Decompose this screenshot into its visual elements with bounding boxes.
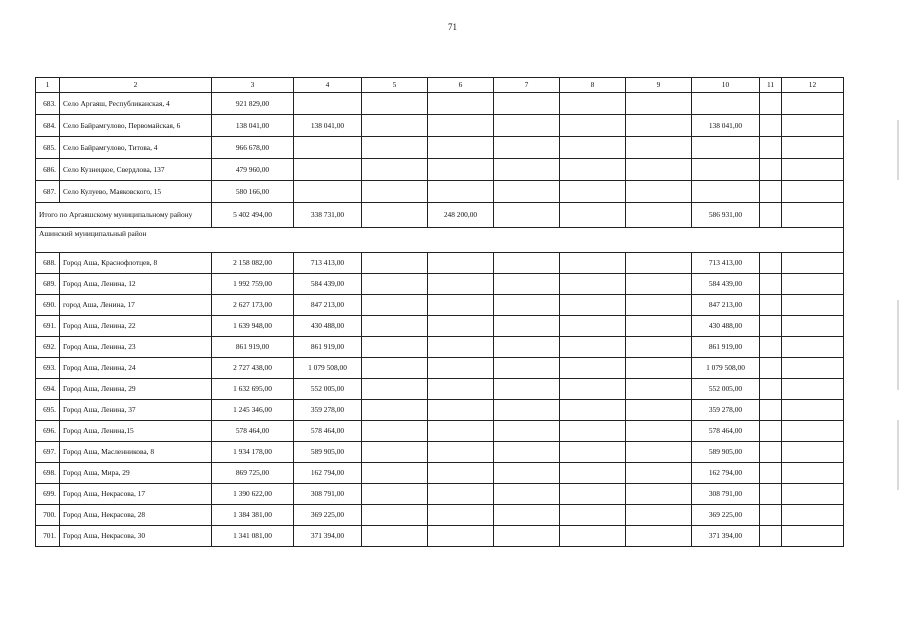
value-cell: 371 394,00 bbox=[692, 526, 760, 547]
value-cell: 1 341 081,00 bbox=[212, 526, 294, 547]
header-row bbox=[36, 78, 844, 93]
empty-cell bbox=[362, 159, 428, 181]
empty-cell bbox=[494, 181, 560, 203]
empty-cell bbox=[782, 337, 844, 358]
value-cell: 1 079 508,00 bbox=[692, 358, 760, 379]
empty-cell bbox=[626, 505, 692, 526]
address-cell: Село Аргаяш, Республиканская, 4 bbox=[60, 93, 212, 115]
value-cell: 359 278,00 bbox=[692, 400, 760, 421]
value-cell: 2 158 082,00 bbox=[212, 253, 294, 274]
empty-cell bbox=[362, 421, 428, 442]
empty-cell bbox=[362, 379, 428, 400]
address-cell: Город Аша, Ленина, 24 bbox=[60, 358, 212, 379]
table-row bbox=[36, 358, 844, 379]
empty-cell bbox=[494, 484, 560, 505]
table-row bbox=[36, 274, 844, 295]
row-number: 693. bbox=[36, 358, 60, 379]
empty-cell bbox=[428, 505, 494, 526]
empty-cell bbox=[760, 115, 782, 137]
empty-cell bbox=[782, 442, 844, 463]
empty-cell bbox=[626, 316, 692, 337]
header-cell: 11 bbox=[760, 78, 782, 93]
empty-cell bbox=[760, 203, 782, 228]
address-cell: Город Аша, Ленина, 22 bbox=[60, 316, 212, 337]
value-cell: 479 960,00 bbox=[212, 159, 294, 181]
header-cell: 6 bbox=[428, 78, 494, 93]
table-row bbox=[36, 181, 844, 203]
value-cell: 1 992 759,00 bbox=[212, 274, 294, 295]
header-cell: 9 bbox=[626, 78, 692, 93]
row-number: 685. bbox=[36, 137, 60, 159]
value-cell: 580 166,00 bbox=[212, 181, 294, 203]
empty-cell bbox=[362, 203, 428, 228]
value-cell bbox=[294, 181, 362, 203]
value-cell bbox=[428, 137, 494, 159]
row-number: 683. bbox=[36, 93, 60, 115]
empty-cell bbox=[626, 159, 692, 181]
empty-cell bbox=[362, 115, 428, 137]
table-row bbox=[36, 400, 844, 421]
table-row bbox=[36, 137, 844, 159]
empty-cell bbox=[494, 463, 560, 484]
empty-cell bbox=[494, 93, 560, 115]
value-cell bbox=[428, 115, 494, 137]
row-number: 689. bbox=[36, 274, 60, 295]
empty-cell bbox=[782, 274, 844, 295]
header-cell: 8 bbox=[560, 78, 626, 93]
row-number: 695. bbox=[36, 400, 60, 421]
empty-cell bbox=[760, 421, 782, 442]
value-cell: 2 727 438,00 bbox=[212, 358, 294, 379]
value-cell: 369 225,00 bbox=[294, 505, 362, 526]
empty-cell bbox=[782, 484, 844, 505]
empty-cell bbox=[782, 505, 844, 526]
table-row bbox=[36, 421, 844, 442]
value-cell bbox=[692, 137, 760, 159]
address-cell: Город Аша, Некрасова, 28 bbox=[60, 505, 212, 526]
empty-cell bbox=[428, 253, 494, 274]
value-cell: 584 439,00 bbox=[692, 274, 760, 295]
value-cell: 162 794,00 bbox=[692, 463, 760, 484]
empty-cell bbox=[782, 463, 844, 484]
empty-cell bbox=[760, 253, 782, 274]
empty-cell bbox=[560, 203, 626, 228]
empty-cell bbox=[626, 295, 692, 316]
value-cell bbox=[428, 93, 494, 115]
table-row bbox=[36, 337, 844, 358]
empty-cell bbox=[362, 181, 428, 203]
value-cell bbox=[294, 137, 362, 159]
empty-cell bbox=[782, 203, 844, 228]
empty-cell bbox=[760, 137, 782, 159]
empty-cell bbox=[494, 137, 560, 159]
empty-cell bbox=[560, 400, 626, 421]
scan-artifact bbox=[897, 420, 899, 490]
value-cell: 578 464,00 bbox=[212, 421, 294, 442]
empty-cell bbox=[494, 400, 560, 421]
value-cell bbox=[692, 159, 760, 181]
empty-cell bbox=[362, 274, 428, 295]
table-row bbox=[36, 295, 844, 316]
address-cell: Город Аша, Масленникова, 8 bbox=[60, 442, 212, 463]
row-number: 700. bbox=[36, 505, 60, 526]
empty-cell bbox=[428, 421, 494, 442]
row-number: 699. bbox=[36, 484, 60, 505]
empty-cell bbox=[494, 253, 560, 274]
header-cell: 5 bbox=[362, 78, 428, 93]
table-row bbox=[36, 253, 844, 274]
value-cell: 338 731,00 bbox=[294, 203, 362, 228]
value-cell: 552 005,00 bbox=[692, 379, 760, 400]
value-cell: 369 225,00 bbox=[692, 505, 760, 526]
row-number: 696. bbox=[36, 421, 60, 442]
header-cell: 12 bbox=[782, 78, 844, 93]
empty-cell bbox=[626, 400, 692, 421]
empty-cell bbox=[760, 295, 782, 316]
address-cell: Город Аша, Некрасова, 30 bbox=[60, 526, 212, 547]
empty-cell bbox=[626, 203, 692, 228]
empty-cell bbox=[362, 400, 428, 421]
empty-cell bbox=[362, 295, 428, 316]
row-number: 690. bbox=[36, 295, 60, 316]
table-row bbox=[36, 505, 844, 526]
empty-cell bbox=[760, 316, 782, 337]
empty-cell bbox=[560, 295, 626, 316]
value-cell: 713 413,00 bbox=[294, 253, 362, 274]
empty-cell bbox=[494, 421, 560, 442]
value-cell: 1 639 948,00 bbox=[212, 316, 294, 337]
empty-cell bbox=[560, 181, 626, 203]
address-cell: Город Аша, Краснофлотцев, 8 bbox=[60, 253, 212, 274]
value-cell: 5 402 494,00 bbox=[212, 203, 294, 228]
address-cell: Город Аша, Некрасова, 17 bbox=[60, 484, 212, 505]
empty-cell bbox=[626, 484, 692, 505]
empty-cell bbox=[428, 295, 494, 316]
value-cell: 308 791,00 bbox=[692, 484, 760, 505]
value-cell: 2 627 173,00 bbox=[212, 295, 294, 316]
empty-cell bbox=[362, 253, 428, 274]
empty-cell bbox=[626, 463, 692, 484]
address-cell: Город Аша, Ленина, 23 bbox=[60, 337, 212, 358]
empty-cell bbox=[362, 358, 428, 379]
empty-cell bbox=[428, 442, 494, 463]
empty-cell bbox=[362, 316, 428, 337]
address-cell: Город Аша, Ленина, 37 bbox=[60, 400, 212, 421]
empty-cell bbox=[626, 93, 692, 115]
value-cell: 861 919,00 bbox=[212, 337, 294, 358]
empty-cell bbox=[782, 115, 844, 137]
empty-cell bbox=[362, 337, 428, 358]
budget-table bbox=[35, 77, 844, 547]
value-cell: 861 919,00 bbox=[692, 337, 760, 358]
empty-cell bbox=[428, 274, 494, 295]
empty-cell bbox=[494, 379, 560, 400]
empty-cell bbox=[560, 337, 626, 358]
empty-cell bbox=[782, 526, 844, 547]
value-cell: 578 464,00 bbox=[692, 421, 760, 442]
value-cell: 589 905,00 bbox=[294, 442, 362, 463]
empty-cell bbox=[782, 421, 844, 442]
empty-cell bbox=[494, 274, 560, 295]
empty-cell bbox=[760, 159, 782, 181]
empty-cell bbox=[760, 379, 782, 400]
scan-artifact bbox=[897, 120, 899, 180]
empty-cell bbox=[782, 295, 844, 316]
value-cell bbox=[692, 181, 760, 203]
value-cell: 861 919,00 bbox=[294, 337, 362, 358]
empty-cell bbox=[362, 484, 428, 505]
empty-cell bbox=[560, 505, 626, 526]
value-cell: 847 213,00 bbox=[692, 295, 760, 316]
empty-cell bbox=[626, 526, 692, 547]
value-cell: 430 488,00 bbox=[294, 316, 362, 337]
value-cell: 584 439,00 bbox=[294, 274, 362, 295]
row-number: 697. bbox=[36, 442, 60, 463]
empty-cell bbox=[494, 295, 560, 316]
row-number: 688. bbox=[36, 253, 60, 274]
address-cell: Село Байрамгулово, Первомайская, 6 bbox=[60, 115, 212, 137]
row-number: 686. bbox=[36, 159, 60, 181]
value-cell: 586 931,00 bbox=[692, 203, 760, 228]
empty-cell bbox=[782, 316, 844, 337]
empty-cell bbox=[428, 463, 494, 484]
empty-cell bbox=[428, 337, 494, 358]
empty-cell bbox=[782, 137, 844, 159]
empty-cell bbox=[782, 400, 844, 421]
empty-cell bbox=[782, 253, 844, 274]
empty-cell bbox=[560, 463, 626, 484]
value-cell bbox=[428, 181, 494, 203]
value-cell: 921 829,00 bbox=[212, 93, 294, 115]
empty-cell bbox=[494, 505, 560, 526]
value-cell: 552 005,00 bbox=[294, 379, 362, 400]
header-cell: 4 bbox=[294, 78, 362, 93]
row-number: 692. bbox=[36, 337, 60, 358]
table-row bbox=[36, 442, 844, 463]
address-cell: Село Байрамгулово, Титова, 4 bbox=[60, 137, 212, 159]
empty-cell bbox=[626, 358, 692, 379]
value-cell: 1 390 622,00 bbox=[212, 484, 294, 505]
total-row bbox=[36, 203, 844, 228]
header-cell: 7 bbox=[494, 78, 560, 93]
empty-cell bbox=[560, 379, 626, 400]
header-cell: 3 bbox=[212, 78, 294, 93]
value-cell: 248 200,00 bbox=[428, 203, 494, 228]
address-cell: Село Кузнецкое, Свердлова, 137 bbox=[60, 159, 212, 181]
scan-artifact bbox=[897, 300, 899, 390]
empty-cell bbox=[428, 379, 494, 400]
value-cell: 430 488,00 bbox=[692, 316, 760, 337]
value-cell: 578 464,00 bbox=[294, 421, 362, 442]
header-cell: 10 bbox=[692, 78, 760, 93]
empty-cell bbox=[560, 159, 626, 181]
row-number: 684. bbox=[36, 115, 60, 137]
empty-cell bbox=[494, 159, 560, 181]
empty-cell bbox=[760, 400, 782, 421]
table-row bbox=[36, 159, 844, 181]
value-cell: 847 213,00 bbox=[294, 295, 362, 316]
section-row bbox=[36, 228, 844, 253]
empty-cell bbox=[760, 505, 782, 526]
header-cell: 1 bbox=[36, 78, 60, 93]
empty-cell bbox=[494, 526, 560, 547]
address-cell: Город Аша, Ленина,15 bbox=[60, 421, 212, 442]
address-cell: Город Аша, Мира, 29 bbox=[60, 463, 212, 484]
value-cell: 138 041,00 bbox=[294, 115, 362, 137]
total-label: Итого по Аргаяшскому муниципальному району bbox=[36, 203, 212, 228]
value-cell: 1 079 508,00 bbox=[294, 358, 362, 379]
address-cell: Город Аша, Ленина, 12 bbox=[60, 274, 212, 295]
empty-cell bbox=[560, 316, 626, 337]
empty-cell bbox=[626, 137, 692, 159]
row-number: 691. bbox=[36, 316, 60, 337]
empty-cell bbox=[560, 484, 626, 505]
empty-cell bbox=[560, 93, 626, 115]
address-cell: Село Кулуево, Маяковского, 15 bbox=[60, 181, 212, 203]
empty-cell bbox=[560, 115, 626, 137]
empty-cell bbox=[494, 316, 560, 337]
value-cell: 1 245 346,00 bbox=[212, 400, 294, 421]
value-cell: 162 794,00 bbox=[294, 463, 362, 484]
empty-cell bbox=[428, 400, 494, 421]
value-cell: 138 041,00 bbox=[692, 115, 760, 137]
empty-cell bbox=[428, 526, 494, 547]
empty-cell bbox=[760, 274, 782, 295]
row-number: 701. bbox=[36, 526, 60, 547]
value-cell: 869 725,00 bbox=[212, 463, 294, 484]
empty-cell bbox=[560, 358, 626, 379]
empty-cell bbox=[626, 379, 692, 400]
empty-cell bbox=[560, 526, 626, 547]
empty-cell bbox=[494, 358, 560, 379]
value-cell: 359 278,00 bbox=[294, 400, 362, 421]
empty-cell bbox=[782, 181, 844, 203]
empty-cell bbox=[782, 379, 844, 400]
empty-cell bbox=[560, 421, 626, 442]
value-cell: 589 905,00 bbox=[692, 442, 760, 463]
row-number: 687. bbox=[36, 181, 60, 203]
empty-cell bbox=[494, 337, 560, 358]
row-number: 698. bbox=[36, 463, 60, 484]
empty-cell bbox=[626, 421, 692, 442]
empty-cell bbox=[362, 137, 428, 159]
empty-cell bbox=[428, 358, 494, 379]
value-cell bbox=[428, 159, 494, 181]
value-cell: 138 041,00 bbox=[212, 115, 294, 137]
empty-cell bbox=[560, 137, 626, 159]
empty-cell bbox=[782, 159, 844, 181]
empty-cell bbox=[494, 442, 560, 463]
value-cell: 1 934 178,00 bbox=[212, 442, 294, 463]
header-cell: 2 bbox=[60, 78, 212, 93]
value-cell: 371 394,00 bbox=[294, 526, 362, 547]
empty-cell bbox=[428, 484, 494, 505]
empty-cell bbox=[626, 181, 692, 203]
table-row bbox=[36, 379, 844, 400]
value-cell: 966 678,00 bbox=[212, 137, 294, 159]
value-cell: 1 632 695,00 bbox=[212, 379, 294, 400]
value-cell bbox=[294, 93, 362, 115]
empty-cell bbox=[428, 316, 494, 337]
empty-cell bbox=[626, 115, 692, 137]
empty-cell bbox=[362, 505, 428, 526]
table-row bbox=[36, 484, 844, 505]
empty-cell bbox=[362, 93, 428, 115]
empty-cell bbox=[782, 93, 844, 115]
empty-cell bbox=[760, 526, 782, 547]
table-row bbox=[36, 93, 844, 115]
empty-cell bbox=[626, 337, 692, 358]
value-cell bbox=[294, 159, 362, 181]
address-cell: город Аша, Ленина, 17 bbox=[60, 295, 212, 316]
row-number: 694. bbox=[36, 379, 60, 400]
table-row bbox=[36, 526, 844, 547]
empty-cell bbox=[626, 442, 692, 463]
value-cell: 308 791,00 bbox=[294, 484, 362, 505]
value-cell: 713 413,00 bbox=[692, 253, 760, 274]
empty-cell bbox=[626, 274, 692, 295]
empty-cell bbox=[760, 484, 782, 505]
table-row bbox=[36, 115, 844, 137]
empty-cell bbox=[760, 463, 782, 484]
page-number: 71 bbox=[448, 22, 457, 32]
address-cell: Город Аша, Ленина, 29 bbox=[60, 379, 212, 400]
empty-cell bbox=[560, 442, 626, 463]
empty-cell bbox=[362, 442, 428, 463]
empty-cell bbox=[560, 274, 626, 295]
table-row bbox=[36, 463, 844, 484]
section-title: Ашинский муниципальный район bbox=[36, 228, 844, 253]
empty-cell bbox=[560, 253, 626, 274]
empty-cell bbox=[760, 337, 782, 358]
empty-cell bbox=[494, 203, 560, 228]
empty-cell bbox=[760, 442, 782, 463]
table-row bbox=[36, 316, 844, 337]
value-cell: 1 384 381,00 bbox=[212, 505, 294, 526]
empty-cell bbox=[626, 253, 692, 274]
value-cell bbox=[692, 93, 760, 115]
empty-cell bbox=[760, 181, 782, 203]
empty-cell bbox=[782, 358, 844, 379]
empty-cell bbox=[362, 526, 428, 547]
empty-cell bbox=[494, 115, 560, 137]
empty-cell bbox=[362, 463, 428, 484]
empty-cell bbox=[760, 358, 782, 379]
empty-cell bbox=[760, 93, 782, 115]
